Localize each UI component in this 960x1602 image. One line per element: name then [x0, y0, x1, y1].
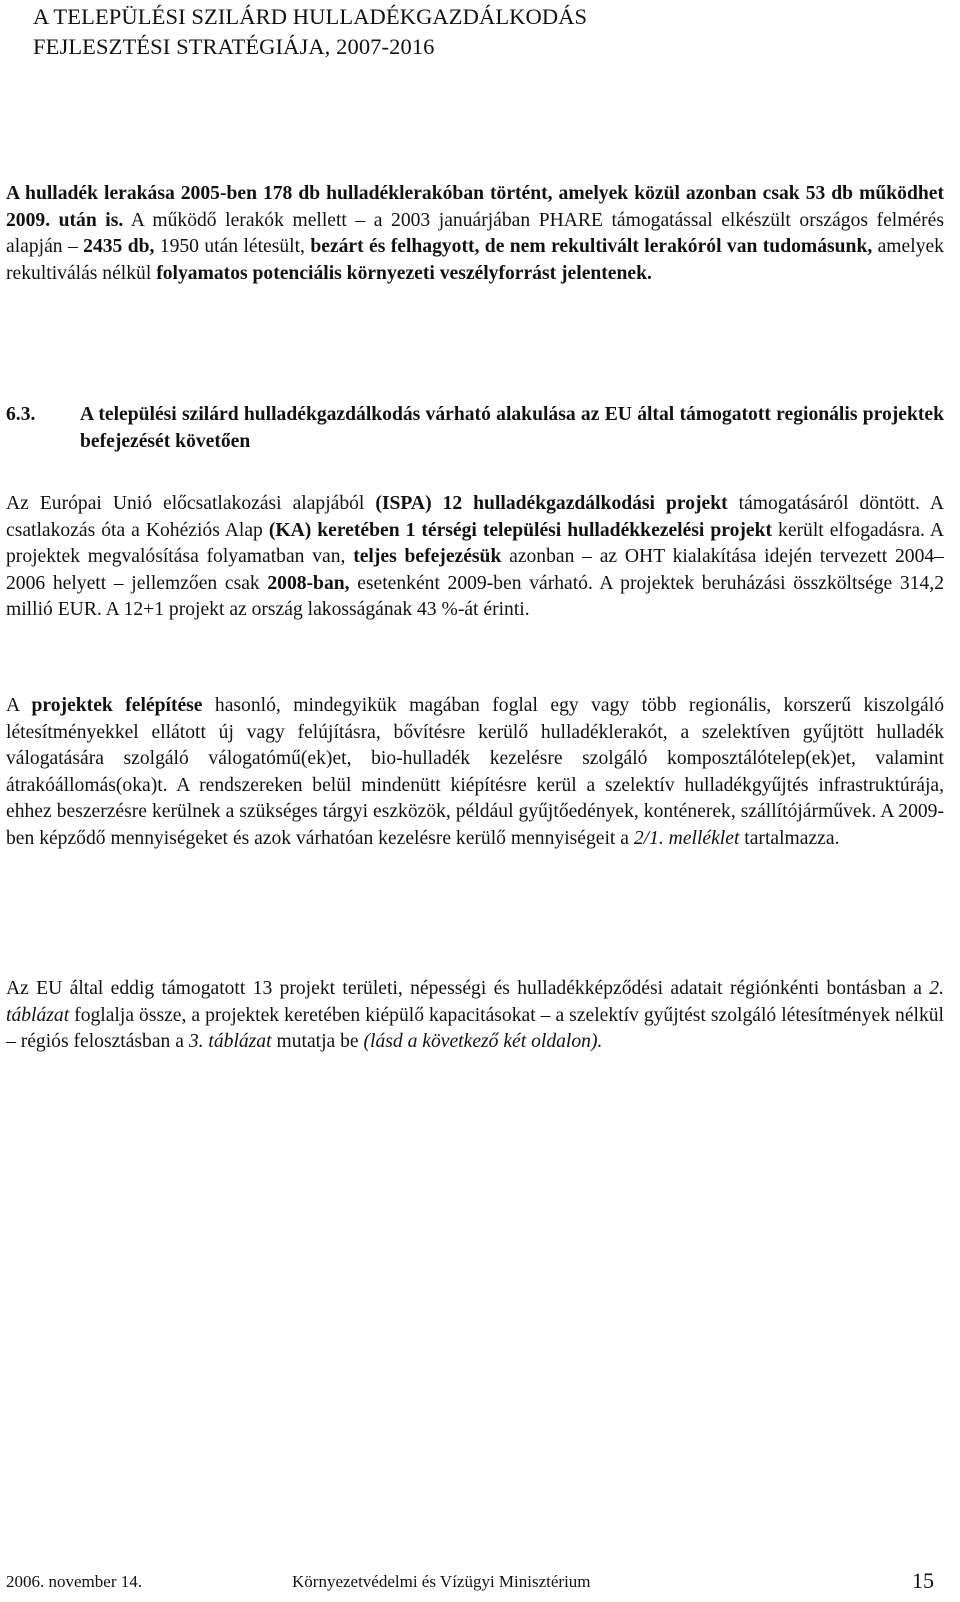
p3-text-3: tartalmazza.	[739, 827, 840, 849]
p1-count-bold: 2435 db,	[83, 236, 155, 257]
footer-page-number: 15	[912, 1568, 934, 1593]
p4-table2-italic: 2. táblázat	[6, 978, 944, 1026]
section-title: A települési szilárd hulladékgazdálkodás várható alakulása az EU által támogatott regionális projektek befejezését követően	[80, 404, 944, 452]
p2-text-2: támogatásáról döntött. A csatlakozás óta a Kohéziós Alap	[6, 493, 944, 541]
p4-text-2: foglalja össze, a projektek keretében kiépülő kapacitásokat – a szelektív gyűjtést szolgáló létesítmények nélkül – régiós felosztásban a	[6, 1004, 944, 1052]
p4-text-1: Az EU által eddig támogatott 13 projekt területi, népességi és hulladékképződési adatait régiónkénti bontásban a	[6, 978, 930, 999]
p1-lead-bold: A hulladék lerakása 2005-ben 178 db hulladéklerakóban történt, amelyek közül azonban csak 53 db működhet 2009. után is.	[6, 183, 944, 231]
header-title-line-2: FEJLESZTÉSI STRATÉGIÁJA, 2007-2016	[33, 34, 435, 59]
p3-text-2: hasonló, mindegyikük magában foglal egy vagy több regionális, korszerű kiszolgáló létesítményekkel ellátott új vagy felújításra, bővítésre kerülő hulladéklerakót, a szelektíven gyűjtött hulladék válogatására szolgáló válogatómű(ek)et, bio-hulladék kezelésre szolgáló komposztálótelep(ek)et, valamint átrakóállomás(oka)t. A rendszereken belül mindenütt kiépítésre kerül a szelektív hulladékgyűjtés infrastruktúrája, ehhez beszerzésre kerülnek a szükséges tárgyi eszközök, például gyűjtőedények, konténerek, szállítójárművek. A 2009-ben képződő mennyiségeket és azok várhatóan kezelésre kerülő mennyiségeit a	[6, 695, 944, 849]
p1-closed-landfills-bold: bezárt és felhagyott, de nem rekultivált lerakóról van tudomásunk,	[310, 236, 873, 257]
document-header	[33, 2, 913, 62]
section-heading	[6, 402, 944, 455]
footer-date: 2006. november 14.	[6, 1572, 142, 1591]
p2-year-bold: 2008-ban,	[267, 572, 350, 594]
p3-text-1: A	[6, 695, 32, 716]
paragraph-project-structure	[6, 693, 944, 852]
p1-text-1: A működő lerakók mellett – a 2003 januárjában PHARE támogatással elkészült országos felmérés alapján –	[6, 209, 944, 257]
p4-see-pages-italic: (lásd a következő két oldalon).	[363, 1031, 603, 1052]
p1-hazard-bold: folyamatos potenciális környezeti veszélyforrást jelentenek.	[156, 262, 652, 284]
paragraph-landfills	[6, 181, 944, 287]
p2-text-5: esetenként 2009-ben várható. A projektek beruházási összköltsége 314,2 millió EUR. A 12+1 projekt az ország lakosságának 43 %-át érinti.	[6, 572, 944, 620]
p2-text-3: került elfogadásra. A projektek megvalósítása folyamatban van,	[6, 519, 944, 567]
p1-text-2: 1950 után létesült,	[154, 236, 311, 257]
footer-ministry: Környezetvédelmi és Vízügyi Minisztérium	[292, 1572, 591, 1591]
p2-ispa-bold: (ISPA) 12 hulladékgazdálkodási projekt	[375, 493, 728, 514]
p1-text-3: amelyek rekultiválás nélkül	[6, 236, 944, 284]
section-number: 6.3.	[6, 404, 36, 425]
p3-annex-italic: 2/1. melléklet	[633, 827, 740, 849]
p2-text-4: azonban – az OHT kialakítása idején tervezett 2004–2006 helyett – jellemzően csak	[6, 546, 944, 594]
header-title-line-1: A TELEPÜLÉSI SZILÁRD HULLADÉKGAZDÁLKODÁS	[33, 4, 588, 29]
p3-structure-bold: projektek felépítése	[31, 695, 203, 716]
p2-completion-bold: teljes befejezésük	[353, 546, 502, 567]
p2-ka-bold: (KA) keretében 1 térségi települési hulladékkezelési projekt	[268, 519, 773, 541]
paragraph-regional-data	[6, 976, 944, 1056]
p2-text-1: Az Európai Unió előcsatlakozási alapjából	[6, 493, 376, 514]
p4-text-3: mutatja be	[271, 1031, 364, 1052]
p4-table3-italic: 3. táblázat	[188, 1031, 272, 1052]
paragraph-eu-projects	[6, 491, 944, 624]
